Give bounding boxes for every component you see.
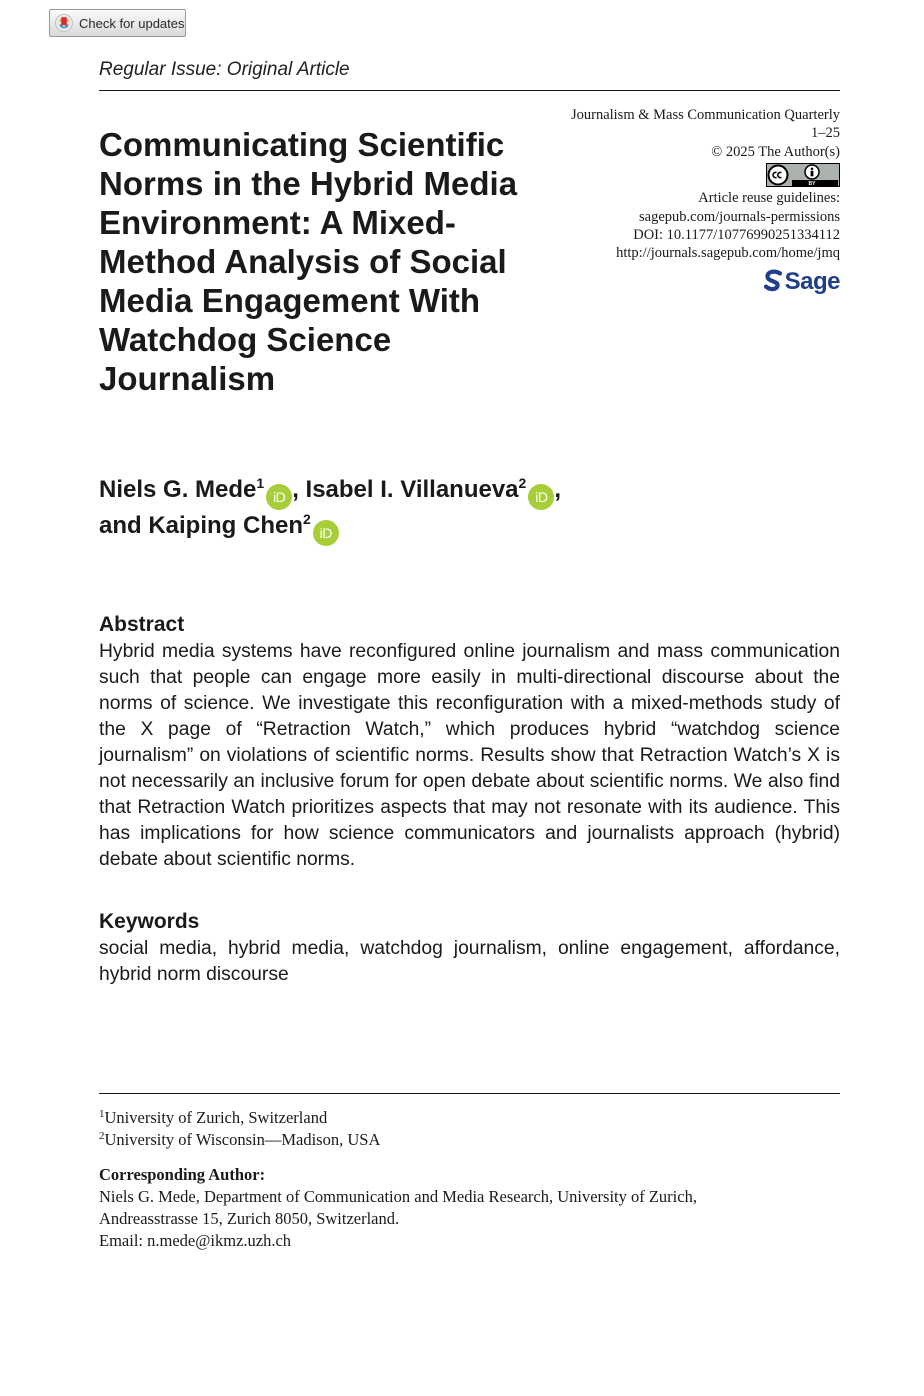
crossmark-icon bbox=[55, 14, 73, 32]
author-separator: , bbox=[554, 476, 561, 503]
author-name: Niels G. Mede bbox=[99, 476, 257, 503]
orcid-icon[interactable]: iD bbox=[313, 520, 339, 546]
journal-name: Journalism & Mass Communication Quarterly bbox=[570, 107, 840, 123]
affiliation-number: 1 bbox=[99, 1108, 105, 1120]
reuse-guidelines-link[interactable]: sagepub.com/journals-permissions bbox=[639, 208, 840, 225]
keywords-heading: Keywords bbox=[99, 910, 200, 933]
orcid-icon[interactable]: iD bbox=[266, 484, 292, 510]
keywords-text: social media, hybrid media, watchdog journalism, online engagement, affordance, hybrid norm discourse bbox=[99, 938, 840, 985]
abstract-heading: Abstract bbox=[99, 613, 185, 636]
article-title: Communicating Scientific Norms in the Hybrid Media Environment: A Mixed-Method Analysis of Social Media Engagement With Watchdog Science Journalism bbox=[99, 126, 518, 397]
affiliation-number: 2 bbox=[99, 1130, 105, 1142]
page-range: 1–25 bbox=[811, 125, 840, 142]
sage-s-icon bbox=[763, 269, 783, 295]
corresponding-author-heading: Corresponding Author: bbox=[99, 1165, 266, 1184]
journal-homepage-link[interactable]: http://journals.sagepub.com/home/jmq bbox=[616, 245, 840, 262]
orcid-icon[interactable]: iD bbox=[528, 484, 554, 510]
sage-wordmark: Sage bbox=[784, 267, 840, 295]
affiliation-item bbox=[99, 1107, 840, 1129]
affiliation-item bbox=[99, 1129, 840, 1151]
affiliations bbox=[99, 1107, 840, 1151]
doi-link[interactable]: DOI: 10.1177/10776990251334112 bbox=[633, 227, 840, 244]
author-separator: , bbox=[292, 476, 306, 503]
article-type-label: Regular Issue: Original Article bbox=[99, 59, 350, 80]
corresponding-author-address: Andreasstrasse 15, Zurich 8050, Switzerland. bbox=[99, 1209, 400, 1228]
affiliation-marker: 2 bbox=[518, 475, 527, 491]
affiliation-marker: 2 bbox=[303, 511, 311, 527]
corresponding-author bbox=[99, 1164, 840, 1252]
author-list bbox=[99, 474, 659, 546]
affiliation-text: University of Wisconsin—Madison, USA bbox=[104, 1130, 381, 1149]
affiliation-text: University of Zurich, Switzerland bbox=[104, 1108, 328, 1127]
copyright: © 2025 The Author(s) bbox=[711, 143, 840, 160]
corresponding-author-line: Niels G. Mede, Department of Communication and Media Research, University of Zurich, bbox=[99, 1187, 697, 1206]
corresponding-author-email[interactable]: Email: n.mede@ikmz.uzh.ch bbox=[99, 1231, 292, 1250]
footnote-divider bbox=[99, 1093, 840, 1094]
abstract-text: Hybrid media systems have reconfigured online journalism and mass communication such that people can engage more easily in multi-directional discourse about the norms of science. We investigate this reconfiguration with a mixed-methods study of the X page of “Retraction Watch,” which produces hybrid “watchdog science journalism” on violations of scientific norms. Results show that Retraction Watch’s X is not necessarily an inclusive forum for open debate about scientific norms. We also find that Retraction Watch prioritizes aspects that may not resonate with its audience. This has implications for how science communicators and journalists approach (hybrid) debate about scientific norms. bbox=[99, 641, 840, 870]
check-for-updates-label: Check for updates bbox=[79, 15, 185, 31]
header-divider bbox=[99, 90, 840, 91]
sage-logo[interactable] bbox=[763, 269, 840, 295]
check-for-updates-button[interactable] bbox=[49, 9, 186, 37]
journal-info-block bbox=[520, 106, 840, 300]
author-name: and Kaiping Chen bbox=[99, 512, 303, 539]
reuse-guidelines-label: Article reuse guidelines: bbox=[698, 190, 840, 207]
svg-text:BY: BY bbox=[808, 181, 816, 188]
cc-by-icon[interactable] bbox=[766, 163, 840, 187]
affiliation-marker: 1 bbox=[256, 475, 265, 491]
author-name: Isabel I. Villanueva bbox=[305, 476, 519, 503]
